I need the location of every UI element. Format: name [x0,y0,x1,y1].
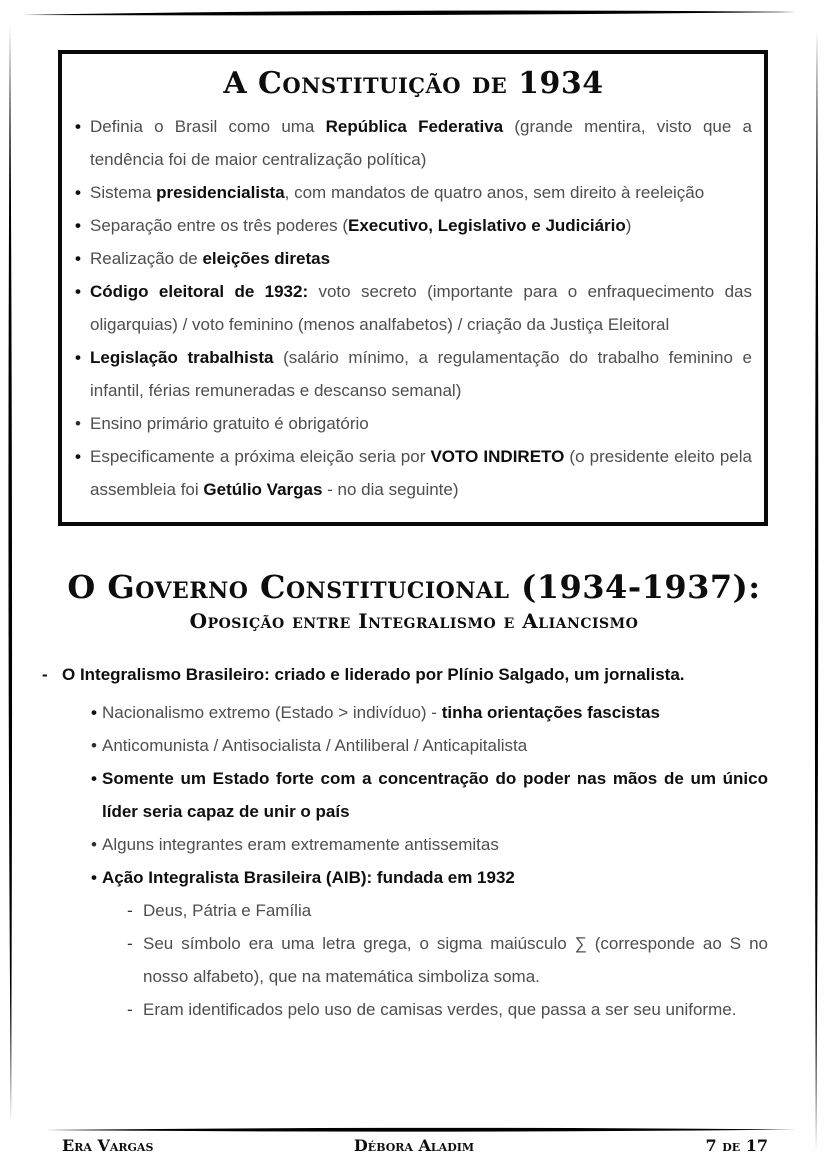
list-item-text: Especificamente a próxima eleição seria por VOTO INDIRETO (o presidente eleito pela assembleia foi Getúlio Vargas - no dia seguinte) [90,447,752,499]
dash-marker: - [127,901,133,920]
list-item [75,440,752,506]
bullet-marker: • [75,183,81,202]
list-item-text: Legislação trabalhista (salário mínimo, a regulamentação do trabalho feminino e infantil, férias remuneradas e descanso semanal) [90,348,752,400]
list-item-text: Separação entre os três poderes (Executivo, Legislativo e Judiciário) [90,216,632,235]
list-item-text: Ação Integralista Brasileira (AIB): fundada em 1932 [102,868,515,887]
list-item-text: Anticomunista / Antisocialista / Antiliberal / Anticapitalista [102,736,528,755]
box-title: A Constituição de 1934 [223,66,604,101]
bullet-marker: • [75,249,81,268]
section-constituicao-1934 [58,50,768,526]
list-item [75,209,752,242]
list-item-text: Eram identificados pelo uso de camisas verdes, que passa a ser seu uniforme. [143,1000,737,1019]
list-item [75,407,752,440]
frame-top-line [22,11,797,16]
bullet-marker: • [75,282,81,301]
list-item-text: Realização de eleições diretas [90,249,331,268]
list-item-text: Ensino primário gratuito é obrigatório [90,414,369,433]
list-item [75,110,752,176]
list-item-text: O Integralismo Brasileiro: criado e liderado por Plínio Salgado, um jornalista. [62,665,685,684]
list-item-text: Alguns integrantes eram extremamente antissemitas [102,835,499,854]
list-item [42,861,768,894]
page-footer [0,1136,828,1160]
list-item-text: Código eleitoral de 1932: voto secreto (importante para o enfraquecimento das oligarquias) / voto feminino (menos analfabetos) / criação da Justiça Eleitoral [90,282,752,334]
bullet-marker: • [91,736,97,755]
bullet-marker: • [91,703,97,722]
bullet-marker: • [75,117,81,136]
list-item-text: Nacionalismo extremo (Estado > indivíduo) - tinha orientações fascistas [102,703,660,722]
footer-page-number: 7 de 17 [705,1136,768,1155]
section2-subtitle: Oposição entre Integralismo e Aliancismo [189,609,639,633]
list-item-text: Sistema presidencialista, com mandatos de quatro anos, sem direito à reeleição [90,183,705,202]
list-item-text: Deus, Pátria e Família [143,901,312,920]
bullet-marker: • [91,769,97,788]
list-item [42,894,768,927]
list-item [42,658,768,691]
bullet-marker: • [75,414,81,433]
list-item [42,762,768,828]
frame-right-line [815,30,818,1152]
frame-left-line [8,26,12,1122]
list-item [75,176,752,209]
list-item-text: Somente um Estado forte com a concentração do poder nas mãos de um único líder seria capaz de unir o país [102,769,768,821]
list-item [42,993,768,1026]
list-item [42,927,768,993]
list-item [75,341,752,407]
bullet-marker: • [91,868,97,887]
list-item-text: Definia o Brasil como uma República Federativa (grande mentira, visto que a tendência foi de maior centralização política) [90,117,752,169]
footer-course-label: Era Vargas [62,1136,154,1155]
list-item-text: Seu símbolo era uma letra grega, o sigma maiúsculo ∑ (corresponde ao S no nosso alfabeto), que na matemática simboliza soma. [143,934,768,986]
bullet-marker: • [91,835,97,854]
list-item [42,729,768,762]
footer-rule-line [45,1128,797,1132]
bullet-marker: • [75,447,81,466]
dash-marker: - [42,665,48,684]
bullet-marker: • [75,348,81,367]
dash-marker: - [127,1000,133,1019]
bullet-marker: • [75,216,81,235]
integralismo-lead-list [42,658,768,691]
list-item [75,242,752,275]
list-item [42,696,768,729]
list-item [42,828,768,861]
list-item [75,275,752,341]
dash-marker: - [127,934,133,953]
section2-title: O Governo Constitucional (1934-1937): [67,568,761,606]
integralismo-sub-list [42,696,768,1026]
constituicao-bullet-list [75,110,752,506]
footer-author-label: Débora Aladim [353,1136,475,1155]
